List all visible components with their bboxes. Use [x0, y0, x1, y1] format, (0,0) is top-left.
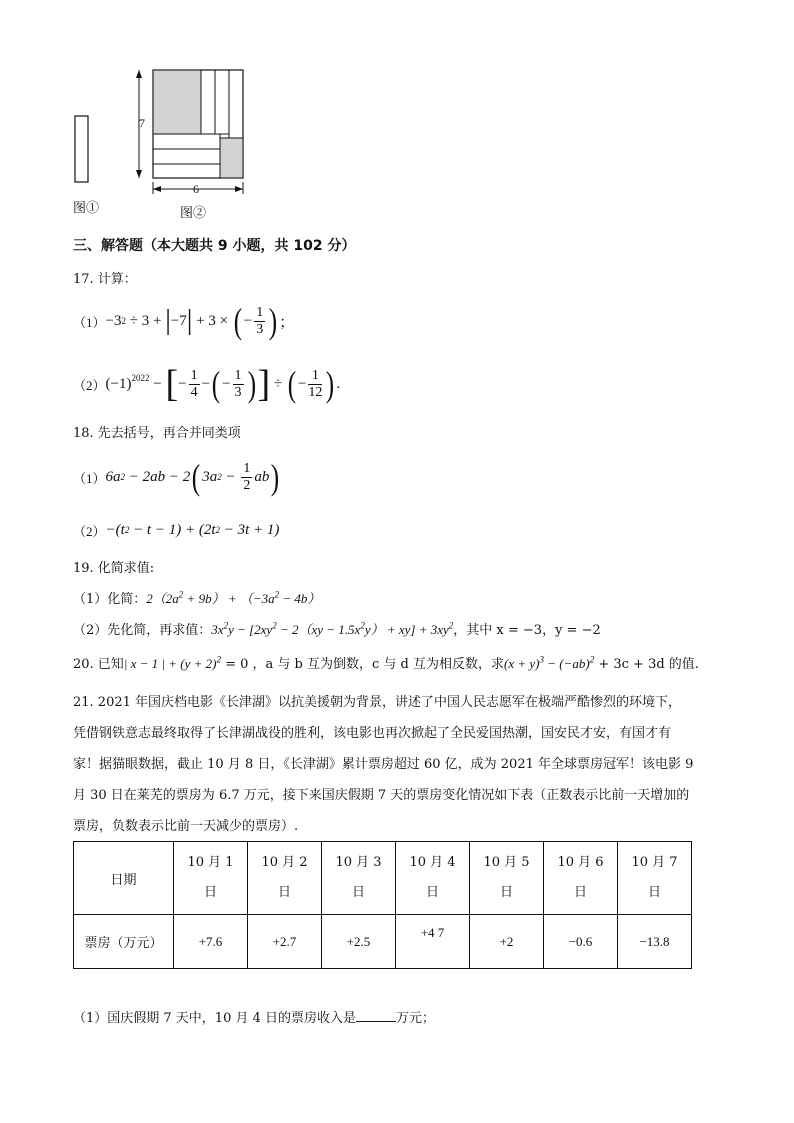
fig2-caption: 图②	[180, 206, 207, 221]
table-cell-value: +2	[470, 915, 544, 969]
table-cell-value: +4 7	[396, 915, 470, 969]
q17-part1: （1） −3 2 ÷ 3 + | −7 | + 3 × ( − $\frac{1}{3}$ ) ；	[73, 301, 295, 341]
box-office-table	[73, 841, 692, 969]
arrow-left-icon	[153, 186, 161, 192]
table-header-date: 日期	[74, 842, 174, 915]
q20-text: 20. 已知| x − 1 | + $(y + 2)^2 = 0$ ，a 与 b 互为倒数，c 与 d 互为相反数，求$(x + y)^3 - (-ab)^2 + 3c + 3d$ 的值.	[73, 654, 699, 672]
width-label: 6	[193, 182, 199, 196]
answer-blank[interactable]	[356, 1009, 396, 1022]
q21-line2: 凭借钢铁意志最终取得了长津湖战役的胜利，该电影也再次掀起了全民爱国热潮，国安民才安，有国才有	[73, 726, 672, 741]
table-cell-value: +2.7	[248, 915, 322, 969]
table-cell-date: 10 月 3 日	[322, 842, 396, 915]
table-header-box-office: 票房（万元）	[74, 915, 174, 969]
section-heading: 三、解答题（本大题共 9 小题，共 102 分）	[73, 238, 356, 254]
height-label: 7	[139, 116, 145, 130]
table-cell-value: −0.6	[544, 915, 618, 969]
table-cell-date: 10 月 7 日	[618, 842, 692, 915]
q18-part2: （2） − (t 2 − t − 1) + (2t 2 − 3t + 1)	[73, 521, 280, 539]
table-cell-date: 10 月 6 日	[544, 842, 618, 915]
table-row-dates	[74, 842, 692, 915]
q19-part1: （1）化简：$2(2a^2 + 9b) + (-3a^2 - 4b)$	[73, 589, 321, 607]
arrow-up-icon	[136, 70, 142, 78]
table-cell-value: +7.6	[174, 915, 248, 969]
q21-line5: 票房，负数表示比前一天减少的票房）.	[73, 819, 299, 834]
fig2-shaded-top	[153, 70, 201, 134]
q19-part2: （2）先化简，再求值：$3x^2y - [2xy^2 - 2(xy - 1.5x^2y) + xy] + 3xy^2$，其中 x = −3，y = −2	[73, 620, 601, 638]
table-cell-date: 10 月 4 日	[396, 842, 470, 915]
q21-part1: （1）国庆假期 7 天中，10 月 4 日的票房收入是 万元；	[73, 1011, 436, 1026]
arrow-right-icon	[235, 186, 243, 192]
q19-title: 19. 化简求值:	[73, 561, 155, 576]
table-cell-date: 10 月 1 日	[174, 842, 248, 915]
q17-part2: （2） (−1) $^{2022}$ − [ − $\frac{1}{4}$ − ( − $\frac{1}{3}$ ) ] ÷ ( − $\frac{1}{12}$ ) .	[73, 363, 341, 405]
fig1-caption: 图①	[73, 201, 100, 216]
fig2-shaded-bottom	[220, 138, 243, 178]
table-cell-date: 10 月 2 日	[248, 842, 322, 915]
fig1-rectangle	[75, 116, 88, 182]
table-row-values	[74, 915, 692, 969]
q21-line3: 家！据猫眼数据，截止 10 月 8 日，《长津湖》累计票房超过 60 亿，成为 2021 年全球票房冠军！该电影 9	[73, 757, 694, 772]
table-cell-value: −13.8	[618, 915, 692, 969]
table-cell-value: +2.5	[322, 915, 396, 969]
table-cell-date: 10 月 5 日	[470, 842, 544, 915]
arrow-down-icon	[136, 170, 142, 178]
q17-title: 17. 计算：	[73, 272, 137, 287]
q21-line1: 21. 2021 年国庆档电影《长津湖》以抗美援朝为背景，讲述了中国人民志愿军在极端严酷惨烈的环境下，	[73, 695, 682, 710]
q21-line4: 月 30 日在莱芜的票房为 6.7 万元，接下来国庆假期 7 天的票房变化情况如下表（正数表示比前一天增加的	[73, 788, 690, 803]
q18-title: 18. 先去括号，再合并同类项	[73, 426, 241, 441]
q18-part1: （1） 6a 2 − 2ab − 2 ( 3a 2 − $\frac{1}{2}$ ab )	[73, 457, 280, 497]
